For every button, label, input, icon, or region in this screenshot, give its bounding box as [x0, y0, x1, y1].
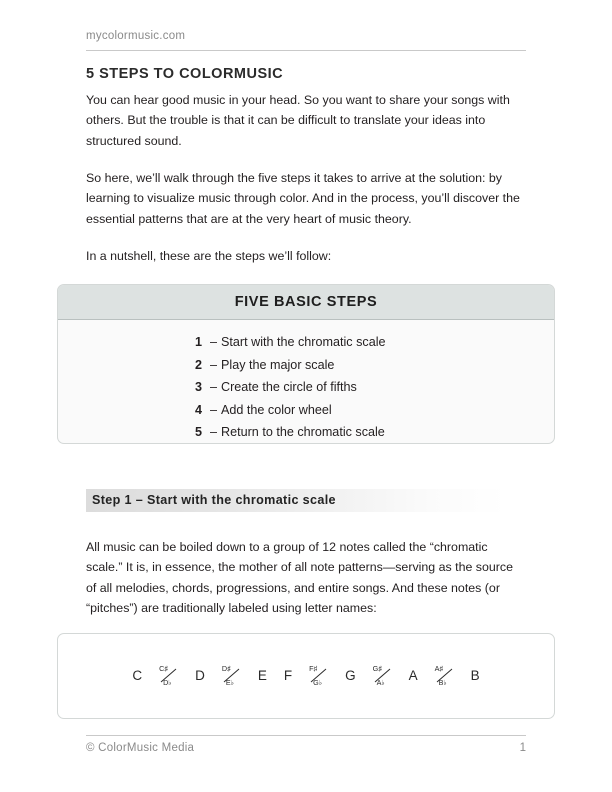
footer-copyright: © ColorMusic Media: [86, 742, 195, 754]
note-accidental: [309, 665, 328, 687]
note-sharp-label: C♯: [159, 664, 168, 673]
chromatic-notes-box: [57, 633, 555, 719]
list-item: [58, 421, 554, 444]
step-dash: –: [210, 357, 218, 372]
page-title: 5 STEPS TO COLORMUSIC: [86, 66, 284, 82]
note-sharp-label: F♯: [309, 664, 318, 673]
step-number: 2: [195, 357, 203, 372]
paragraph-overview: So here, we’ll walk through the five steps it takes to arrive at the solution: by learning to visualize music through color. And in the process, you’ll discover the essential patterns that are at the very heart of music theory.: [86, 171, 520, 226]
note-natural: F: [283, 668, 293, 684]
note-accidental: [222, 665, 241, 687]
note-flat-label: B♭: [438, 677, 447, 687]
note-accidental: [435, 665, 454, 687]
note-natural: A: [408, 668, 418, 684]
note-natural: C: [132, 668, 143, 684]
step-label: Create the circle of fifths: [221, 380, 357, 395]
note-flat-label: G♭: [313, 677, 323, 687]
step-number: 4: [195, 402, 203, 417]
note-accidental: [159, 665, 178, 687]
step-dash: –: [210, 380, 218, 395]
list-item: [58, 354, 554, 377]
step-label: Play the major scale: [221, 357, 335, 372]
five-basic-steps-title: FIVE BASIC STEPS: [234, 294, 378, 310]
step-number: 3: [195, 380, 203, 395]
list-item: [58, 399, 554, 422]
five-basic-steps-box: [57, 284, 555, 444]
note-natural: E: [257, 668, 267, 684]
step-dash: –: [210, 402, 218, 417]
note-natural: B: [470, 668, 480, 684]
list-item: [58, 331, 554, 354]
footer-divider: [86, 735, 526, 736]
note-sharp-label: A♯: [434, 664, 444, 673]
step-dash: –: [210, 335, 218, 349]
step-label: Return to the chromatic scale: [221, 425, 385, 440]
step-heading: Step 1 – Start with the chromatic scale: [92, 493, 336, 507]
step-label: Start with the chromatic scale: [221, 335, 386, 349]
note-natural: G: [345, 668, 356, 684]
site-url: mycolormusic.com: [86, 30, 186, 42]
steps-list: [58, 320, 554, 444]
header-divider: [86, 50, 526, 51]
note-flat-label: E♭: [225, 677, 235, 687]
paragraph-intro: You can hear good music in your head. So you want to share your songs with others. But the trouble is that it can be difficult to translate your ideas into structured sound.: [86, 93, 510, 148]
note-sharp-label: D♯: [221, 664, 231, 673]
step-number: 1: [195, 335, 203, 349]
note-flat-label: D♭: [163, 677, 172, 687]
step-number: 5: [195, 425, 203, 440]
step-dash: –: [210, 425, 218, 440]
paragraph-chromatic-scale: All music can be boiled down to a group of 12 notes called the “chromatic scale.” It is, in essence, the mother of all note patterns—serving as the source of all melodies, chords, progressions, and entire songs. And these notes (or “pitches”) are traditionally labeled using letter names:: [86, 540, 513, 616]
note-natural: D: [195, 668, 205, 684]
paragraph-lead-in: In a nutshell, these are the steps we’ll follow:: [86, 249, 332, 263]
note-flat-label: A♭: [376, 677, 385, 687]
chromatic-notes-row: [58, 634, 554, 718]
five-basic-steps-header: [58, 285, 554, 320]
note-sharp-label: G♯: [372, 664, 382, 673]
footer-page-number: 1: [519, 742, 526, 754]
note-accidental: [373, 665, 392, 687]
list-item: [58, 376, 554, 399]
step-label: Add the color wheel: [221, 402, 332, 417]
